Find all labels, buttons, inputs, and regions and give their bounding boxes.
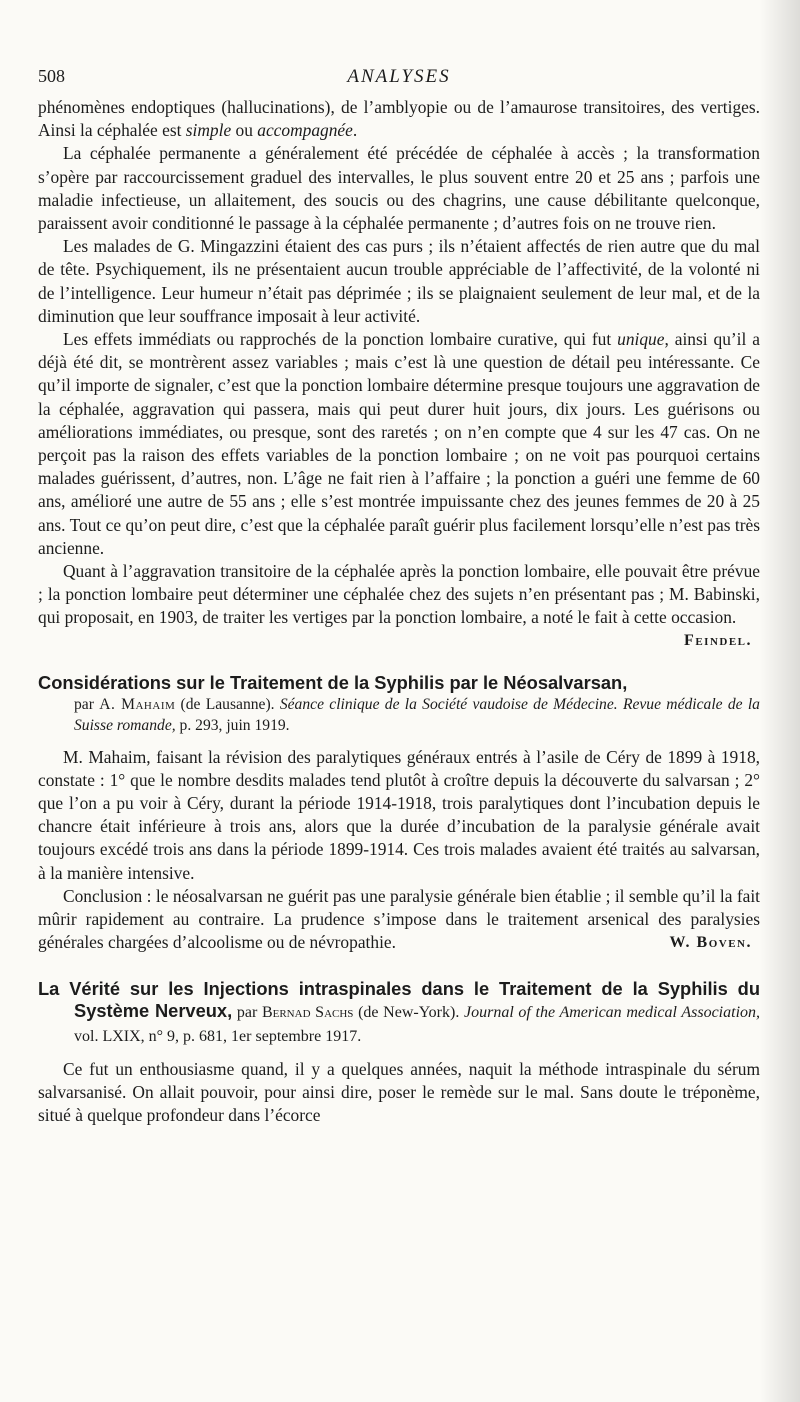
article-injections-intraspinales (38, 978, 760, 1128)
paragraph: Conclusion : le néosalvarsan ne guérit pas une paralysie générale bien établie ; il semble qu’il la fait mûrir rapidement au contraire. La prudence s’impose dans le traitement arsenical des paralysies générales chargées d’alcoolisme ou de névropathie. (38, 885, 760, 953)
article-reference: par Bernad Sachs (de New-York). Journal of the American medical Association, vol. LXIX, n° 9, p. 681, 1er septembre 1917. (74, 1003, 761, 1045)
journal-name: Séance clinique de la Société vaudoise de Médecine. Revue médicale de la Suisse romande, (74, 695, 760, 734)
paragraph: M. Mahaim, faisant la révision des paralytiques généraux entrés à l’asile de Céry de 1899 à 1918, constate : 1° que le nombre desdits malades tend plutôt à croître depuis la découverte du salvarsan ; 2° que l’on a pu voir à Céry, durant la période 1914-1918, trois paralytiques dont l’incubation depuis le chancre était inférieure à trois ans, alors que la durée d’incubation de la paralysie générale avait toujours excédé trois ans dans la période 1899-1914. Ces trois malades avaient été traités au salvarsan, à la manière intensive. (38, 746, 760, 883)
signature-boven: W. Boven. (669, 933, 752, 951)
paragraph: Les malades de G. Mingazzini étaient des cas purs ; ils n’étaient affectés de rien autre que du mal de tête. Psychiquement, ils ne présentaient aucun trouble appréciable de l’affectivité, de la volonté ni de l’intelligence. Leur humeur n’était pas déprimée ; ils se plaignaient seulement de leur mal, et de la diminution que leur souffrance imposait à leur activité. (38, 236, 760, 326)
paragraph: Les effets immédiats ou rapprochés de la ponction lombaire curative, qui fut unique, ainsi qu’il a déjà été dit, se montrèrent assez variables ; mais c’est là une question de détail peu intéressante. Ce qu’il importe de signaler, c’est que la ponction lombaire détermine presque toujours une aggravation de la céphalée, aggravation qui passera, mais qui peut durer huit jours, dix jours. Les guérisons ou améliorations immédiates, ou presque, sont des raretés ; on n’en compte que 4 sur les 47 cas. On ne perçoit pas la raison des effets variables de la ponction lombaire ; on ne voit pas pourquoi certains malades guérissent, d’autres, non. L’âge ne fait rien à l’affaire ; la ponction a guéri une femme de 60 ans, amélioré une autre de 55 ans ; elle s’est montrée impuissante chez des jeunes femmes de 20 à 25 ans. Tout ce qu’on peut dire, c’est que la céphalée paraît guérir plus facilement lorsqu’elle n’est pas très ancienne. (38, 329, 760, 558)
page-edge-shadow (760, 0, 800, 1402)
paragraph: phénomènes endoptiques (hallucinations), de l’amblyopie ou de l’amaurose transitoires, des vertiges. Ainsi la céphalée est simple ou accompagnée. (38, 97, 760, 141)
article-neosalvarsan (38, 672, 760, 954)
running-title: ANALYSES (347, 66, 451, 87)
article-title: La Vérité sur les Injections intraspinales dans le Traitement de la Syphilis du Système Nerveux, par Bernad Sachs (de New-York). Journal of the American medical Association, vol. LXIX, n° 9, p. 681, 1er septembre 1917. (38, 977, 761, 1045)
paragraph: Quant à l’aggravation transitoire de la céphalée après la ponction lombaire, elle pouvait être prévue ; la ponction lombaire peut déterminer une céphalée chez des sujets n’en présentant pas ; M. Babinski, qui proposait, en 1903, de traiter les vertiges par la ponction lombaire, a noté le fait à cette occasion. (38, 561, 760, 628)
page-number: 508 (38, 66, 65, 86)
journal-name: Journal of the American medical Association, (464, 1003, 761, 1021)
paragraph: Ce fut un enthousiasme quand, il y a quelques années, naquit la méthode intraspinale du sérum salvarsanisé. On allait pouvoir, pour ainsi dire, poser le remède sur le mal. Sans doute le tréponème, situé à quelque profondeur dans l’écorce (38, 1058, 760, 1125)
page (38, 66, 760, 1127)
running-head (38, 66, 760, 96)
author-name: A. Mahaim (99, 695, 176, 713)
section-mingazzini (38, 96, 760, 652)
author-name: Bernad Sachs (261, 1003, 354, 1021)
article-reference: par A. Mahaim (de Lausanne). Séance clinique de la Société vaudoise de Médecine. Revue médicale de la Suisse romande, p. 293, juin 1919. (74, 695, 760, 734)
paragraph: La céphalée permanente a généralement été précédée de céphalée à accès ; la transformation s’opère par raccourcissement graduel des intervalles, le plus souvent entre 20 et 25 ans ; parfois une maladie infectieuse, un allaitement, des soucis ou des chagrins, une cause débilitante quelconque, paraissent avoir conditionné le passage à la céphalée permanente ; d’autres fois on ne trouve rien. (38, 143, 760, 234)
article-title: Considérations sur le Traitement de la Syphilis par le Néosalvarsan, (38, 671, 628, 693)
signature-feindel: Feindel. (684, 631, 752, 649)
